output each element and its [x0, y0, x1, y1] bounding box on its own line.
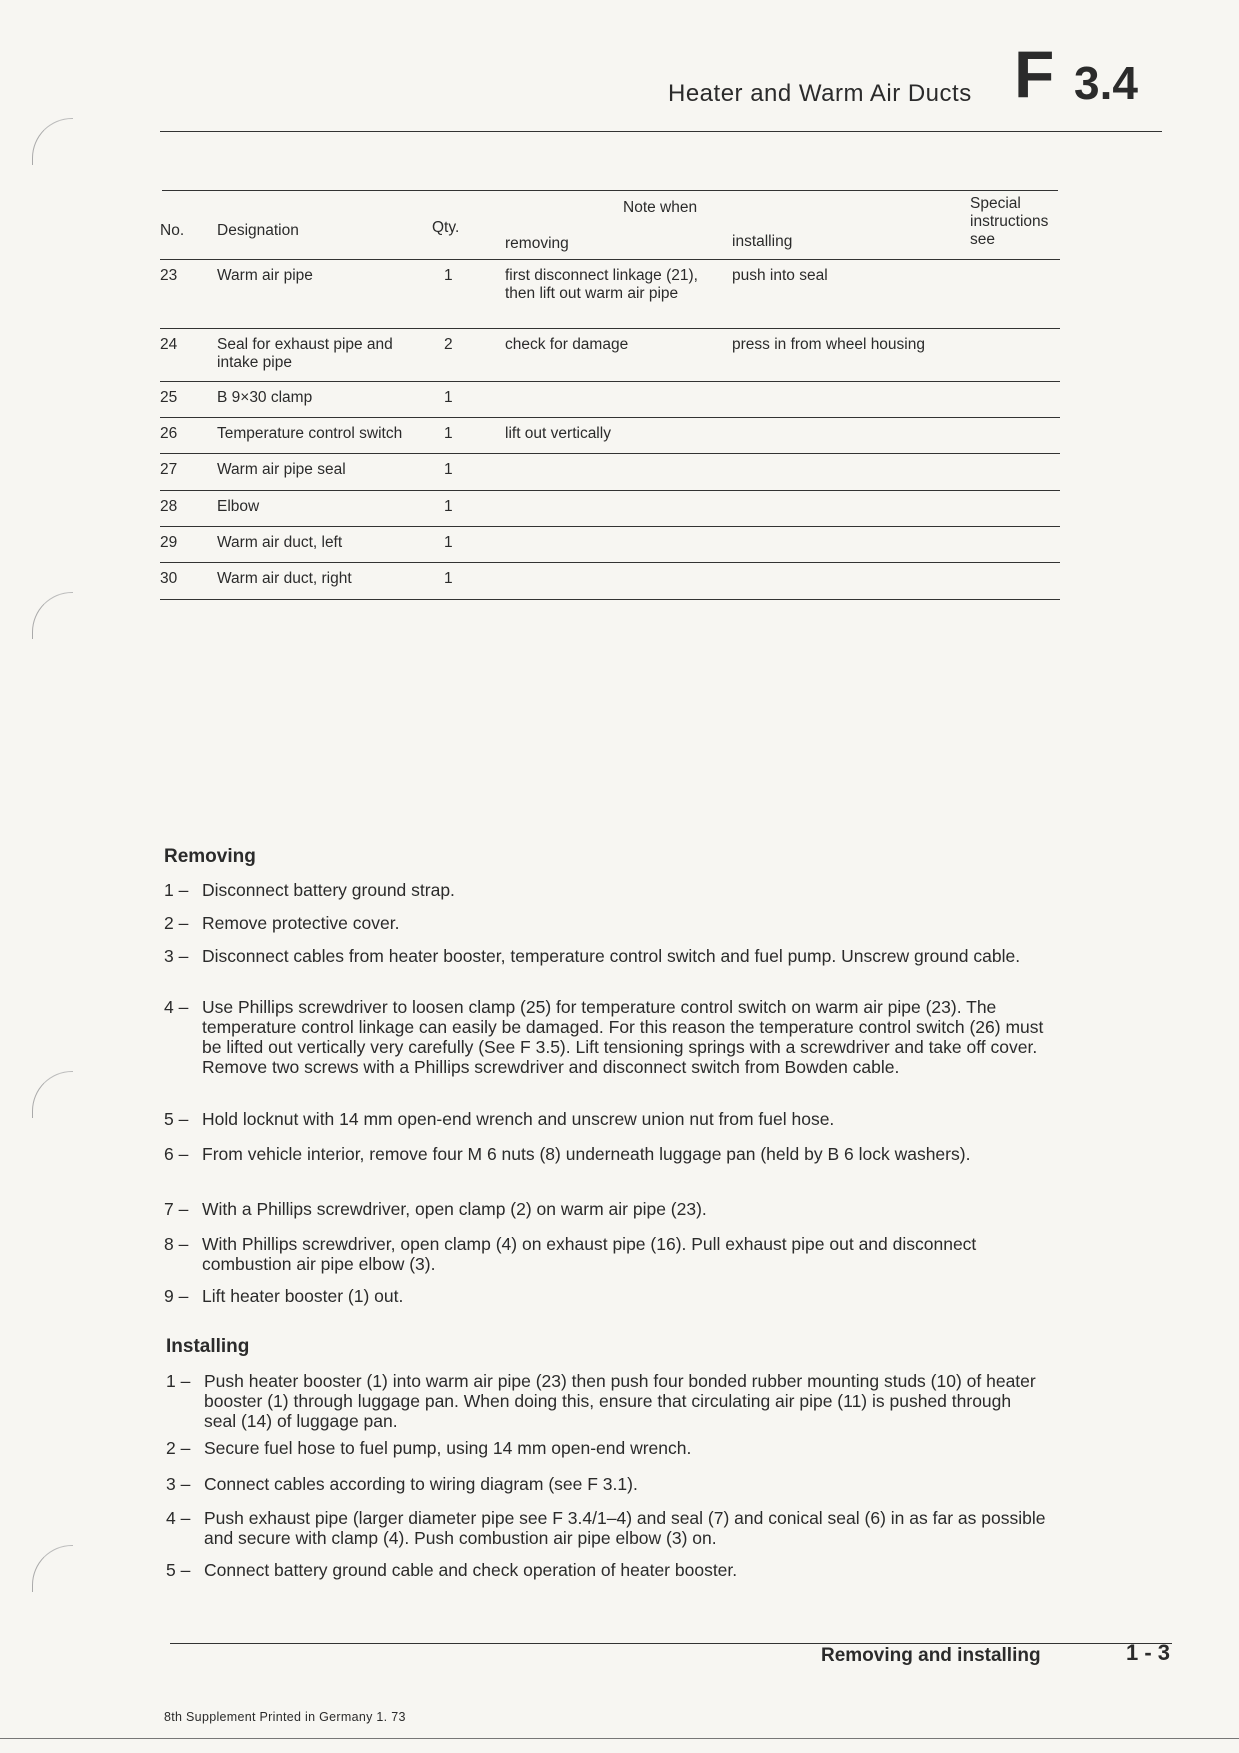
row-designation: B 9×30 clamp: [217, 389, 313, 406]
step-text: Secure fuel hose to fuel pump, using 14 mm open-end wrench.: [204, 1438, 692, 1458]
table-row: [160, 328, 1060, 381]
page-edge-rule: [0, 1738, 1239, 1739]
footer-section-title: Removing and installing: [821, 1645, 1041, 1666]
step-text: Lift heater booster (1) out.: [202, 1286, 404, 1306]
row-designation: Temperature control switch: [217, 425, 403, 442]
list-item: [164, 1286, 1044, 1306]
table-row: [160, 562, 1060, 600]
col-note-when: Note when: [623, 199, 698, 216]
punch-mark: [32, 592, 73, 639]
row-qty: 1: [444, 498, 453, 515]
row-qty: 2: [444, 336, 453, 353]
step-number: 9 –: [164, 1286, 189, 1306]
step-number: 5 –: [166, 1560, 191, 1580]
row-qty: 1: [444, 389, 453, 406]
table-row: [160, 259, 1060, 328]
list-item: [166, 1371, 1046, 1431]
row-designation: Warm air duct, right: [217, 570, 352, 587]
row-designation: Warm air pipe seal: [217, 461, 346, 478]
step-text: Connect cables according to wiring diagram (see F 3.1).: [204, 1474, 638, 1494]
step-number: 3 –: [164, 946, 189, 966]
step-text: Disconnect cables from heater booster, temperature control switch and fuel pump. Unscrew ground cable.: [202, 946, 1021, 966]
list-item: [164, 1199, 1044, 1219]
step-text: Remove protective cover.: [202, 913, 400, 933]
list-item: [164, 1144, 1044, 1164]
table-row: [160, 417, 1060, 453]
step-number: 2 –: [164, 913, 189, 933]
punch-mark: [32, 118, 73, 165]
row-removing: lift out vertically: [505, 425, 611, 442]
row-removing: first disconnect linkage (21), then lift out warm air pipe: [505, 267, 698, 302]
col-no: No.: [160, 222, 185, 239]
punch-mark: [32, 1071, 73, 1118]
step-text: Disconnect battery ground strap.: [202, 880, 455, 900]
list-item: [166, 1508, 1046, 1548]
row-no: 25: [160, 389, 178, 406]
list-item: [164, 1109, 1044, 1129]
step-number: 4 –: [164, 997, 189, 1017]
punch-mark: [32, 1545, 73, 1592]
list-item: [166, 1474, 1046, 1494]
section-letter: F: [1014, 37, 1055, 111]
row-designation: Seal for exhaust pipe and intake pipe: [217, 336, 393, 371]
parts-table: [160, 183, 1060, 600]
row-designation: Elbow: [217, 498, 260, 515]
list-item: [166, 1560, 1046, 1580]
table-row: [160, 381, 1060, 417]
list-item: [164, 880, 1044, 900]
step-text: With a Phillips screwdriver, open clamp (2) on warm air pipe (23).: [202, 1199, 707, 1219]
row-qty: 1: [444, 425, 453, 442]
col-installing: installing: [732, 233, 793, 250]
row-designation: Warm air duct, left: [217, 534, 343, 551]
table-header: [160, 183, 1060, 259]
list-item: [166, 1438, 1046, 1458]
step-number: 3 –: [166, 1474, 191, 1494]
list-item: [164, 1234, 1044, 1274]
step-number: 8 –: [164, 1234, 189, 1254]
row-qty: 1: [444, 267, 453, 284]
row-no: 23: [160, 267, 178, 284]
row-no: 29: [160, 534, 178, 551]
table-row: [160, 453, 1060, 490]
page-number: 1 - 3: [1126, 1640, 1171, 1665]
row-no: 27: [160, 461, 178, 478]
col-designation: Designation: [217, 222, 299, 239]
row-installing: push into seal: [732, 267, 828, 284]
row-installing: press in from wheel housing: [732, 336, 925, 353]
col-qty: Qty.: [432, 219, 460, 236]
step-text: Push heater booster (1) into warm air pipe (23) then push four bonded rubber mounting studs (10) of heater booster (1) through luggage pan. When doing this, ensure that circulating air pipe (11) is pushed through seal (14) of luggage pan.: [204, 1371, 1036, 1431]
page-title: Heater and Warm Air Ducts: [668, 80, 972, 107]
step-text: Use Phillips screwdriver to loosen clamp (25) for temperature control switch on warm air pipe (23). The temperature control linkage can easily be damaged. For this reason the temperature control switch (26) must be lifted out vertically very carefully (See F 3.5). Lift tensioning springs with a screwdriver and take off cover. Remove two screws with a Phillips screwdriver and disconnect switch from Bowden cable.: [202, 997, 1044, 1077]
col-removing: removing: [505, 235, 569, 252]
row-designation: Warm air pipe: [217, 267, 313, 284]
step-number: 5 –: [164, 1109, 189, 1129]
row-no: 24: [160, 336, 178, 353]
step-number: 4 –: [166, 1508, 191, 1528]
step-number: 6 –: [164, 1144, 189, 1164]
step-text: With Phillips screwdriver, open clamp (4) on exhaust pipe (16). Pull exhaust pipe out and disconnect combustion air pipe elbow (3).: [202, 1234, 977, 1274]
step-number: 7 –: [164, 1199, 189, 1219]
step-number: 1 –: [166, 1371, 191, 1391]
removing-heading: Removing: [164, 846, 256, 867]
header-rule: [160, 131, 1162, 132]
row-qty: 1: [444, 461, 453, 478]
row-qty: 1: [444, 534, 453, 551]
col-special: Special instructions see: [970, 195, 1049, 248]
footer-rule: [170, 1643, 1172, 1644]
table-row: [160, 490, 1060, 526]
list-item: [164, 997, 1044, 1077]
step-text: Push exhaust pipe (larger diameter pipe see F 3.4/1–4) and seal (7) and conical seal (6) in as far as possible and secure with clamp (4). Push combustion air pipe elbow (3) on.: [204, 1508, 1046, 1548]
installing-heading: Installing: [166, 1336, 250, 1357]
step-number: 2 –: [166, 1438, 191, 1458]
row-no: 30: [160, 570, 178, 587]
print-note: 8th Supplement Printed in Germany 1. 73: [164, 1710, 406, 1724]
step-number: 1 –: [164, 880, 189, 900]
step-text: Connect battery ground cable and check operation of heater booster.: [204, 1560, 738, 1580]
list-item: [164, 946, 1044, 966]
table-row: [160, 526, 1060, 562]
section-number: 3.4: [1074, 57, 1138, 109]
row-no: 28: [160, 498, 178, 515]
step-text: From vehicle interior, remove four M 6 nuts (8) underneath luggage pan (held by B 6 lock washers).: [202, 1144, 971, 1164]
row-removing: check for damage: [505, 336, 629, 353]
step-text: Hold locknut with 14 mm open-end wrench and unscrew union nut from fuel hose.: [202, 1109, 835, 1129]
list-item: [164, 913, 1044, 933]
row-no: 26: [160, 425, 178, 442]
row-qty: 1: [444, 570, 453, 587]
